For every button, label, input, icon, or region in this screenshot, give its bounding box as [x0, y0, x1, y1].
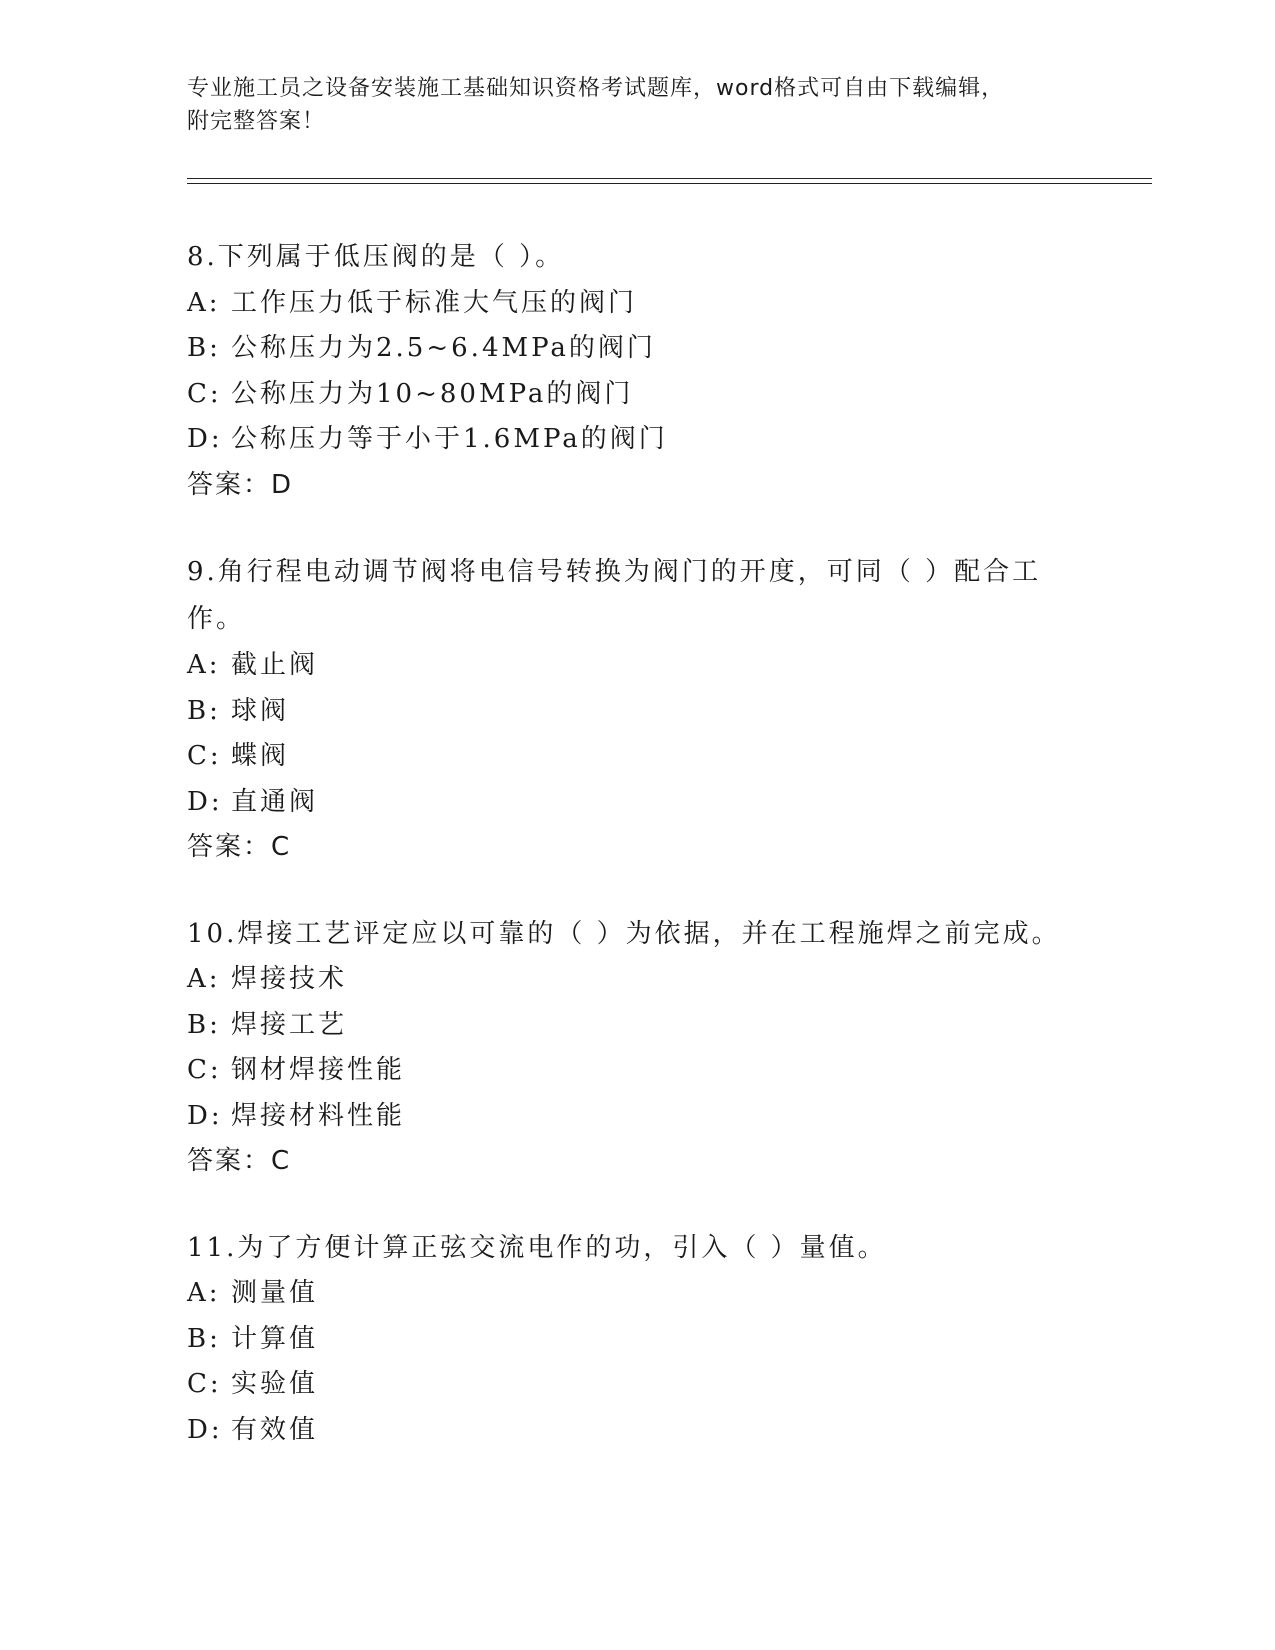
option-text: 测量值	[231, 1278, 319, 1308]
option-text: 直通阀	[231, 786, 319, 817]
document-header	[187, 72, 1152, 138]
option-key: A:	[187, 287, 221, 318]
header-rule-bottom	[187, 183, 1152, 184]
option-key: C:	[187, 1055, 222, 1085]
question-stem: 11.为了方便计算正弦交流电作的功，引入（ ）量值。	[187, 1232, 887, 1263]
option-key: D:	[187, 786, 223, 817]
option-d	[187, 417, 1152, 463]
option-text: 实验值	[231, 1369, 319, 1399]
option-a	[187, 957, 1152, 1003]
option-key: A:	[187, 1278, 221, 1308]
option-key: D:	[187, 1414, 223, 1445]
option-key: C:	[187, 1369, 222, 1399]
option-text: 焊接材料性能	[231, 1100, 406, 1131]
option-text: 焊接工艺	[231, 1009, 348, 1040]
option-text: 计算值	[231, 1323, 319, 1354]
option-key: B:	[187, 695, 221, 726]
option-text: 蝶阀	[231, 741, 290, 771]
option-text: 公称压力等于小于1.6MPa的阀门	[231, 424, 668, 454]
option-b	[187, 1003, 1152, 1049]
question-8	[187, 235, 1152, 508]
answer-line: 答案：C	[187, 1146, 292, 1176]
header-line-2: 附完整答案！	[187, 109, 326, 134]
option-text: 工作压力低于标准大气压的阀门	[231, 287, 638, 318]
option-text: 钢材焊接性能	[231, 1055, 406, 1085]
option-key: D:	[187, 424, 223, 454]
option-text: 公称压力为2.5~6.4MPa的阀门	[231, 333, 656, 363]
option-c	[187, 1048, 1152, 1094]
option-key: A:	[187, 964, 221, 994]
question-stem: 8.下列属于低压阀的是（ ）。	[187, 242, 565, 272]
question-10	[187, 912, 1152, 1185]
option-b	[187, 326, 1152, 372]
answer-line: 答案：C	[187, 832, 292, 862]
option-d	[187, 1408, 1152, 1454]
option-c	[187, 734, 1152, 780]
option-c	[187, 372, 1152, 418]
header-rule-top	[187, 178, 1152, 179]
option-key: B:	[187, 1009, 221, 1040]
question-stem: 10.焊接工艺评定应以可靠的（ ）为依据，并在工程施焊之前完成。	[187, 918, 1061, 949]
option-key: D:	[187, 1100, 223, 1131]
option-b	[187, 1317, 1152, 1363]
question-9	[187, 549, 1152, 871]
option-c	[187, 1362, 1152, 1408]
option-a	[187, 281, 1152, 327]
option-key: A:	[187, 650, 221, 680]
question-stem: 9.角行程电动调节阀将电信号转换为阀门的开度，可同（ ）配合工作。	[187, 557, 1042, 634]
option-key: B:	[187, 333, 221, 363]
option-text: 球阀	[231, 695, 290, 726]
option-d	[187, 1094, 1152, 1140]
option-key: B:	[187, 1323, 221, 1354]
question-list	[187, 235, 1152, 1494]
option-text: 有效值	[231, 1414, 319, 1445]
answer-line: 答案：D	[187, 469, 294, 500]
question-11	[187, 1226, 1152, 1454]
option-a	[187, 1271, 1152, 1317]
option-text: 截止阀	[231, 650, 319, 680]
option-text: 焊接技术	[231, 964, 348, 994]
option-d	[187, 780, 1152, 826]
option-b	[187, 689, 1152, 735]
option-a	[187, 643, 1152, 689]
option-text: 公称压力为10~80MPa的阀门	[231, 378, 634, 409]
option-key: C:	[187, 741, 222, 771]
option-key: C:	[187, 378, 222, 409]
header-line-1: 专业施工员之设备安装施工基础知识资格考试题库，word格式可自由下载编辑，	[187, 76, 1005, 101]
